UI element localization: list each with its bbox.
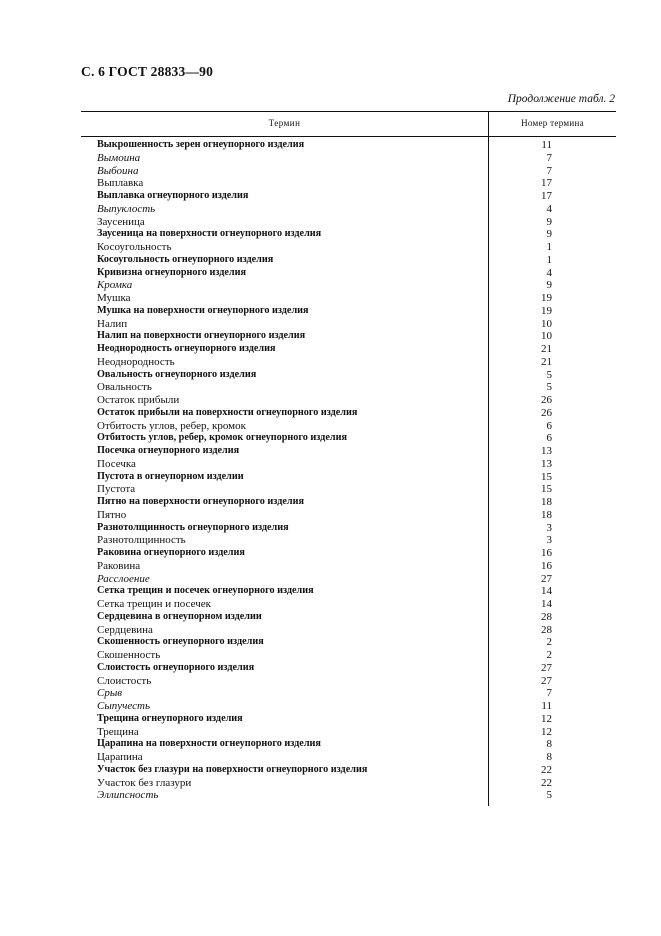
term-number-cell: 11 xyxy=(541,139,552,151)
term-cell: Сыпучесть xyxy=(97,700,150,712)
term-number-cell: 9 xyxy=(546,228,552,241)
table-row xyxy=(97,267,557,280)
term-number-cell: 2 xyxy=(546,649,552,661)
table-row xyxy=(97,560,557,573)
term-cell: Выкрошенность зерен огнеупорного изделия xyxy=(97,139,305,150)
term-cell: Налип на поверхности огнеупорного изделия xyxy=(97,330,306,342)
table-row xyxy=(97,573,557,586)
term-number-cell: 6 xyxy=(546,432,552,445)
table-row xyxy=(97,700,557,713)
term-number-cell: 3 xyxy=(546,534,552,547)
term-cell: Сетка трещин и посечек xyxy=(97,598,211,610)
table-row xyxy=(97,509,557,522)
term-number-cell: 18 xyxy=(541,496,552,508)
term-number-cell: 7 xyxy=(546,151,552,164)
term-cell: Кривизна огнеупорного изделия xyxy=(97,266,247,278)
table-row xyxy=(97,687,557,700)
page-header: С. 6 ГОСТ 28833—90 xyxy=(81,64,214,79)
table-row xyxy=(97,292,557,305)
term-cell: Сердцевина xyxy=(97,623,153,636)
term-number-cell: 5 xyxy=(546,789,552,802)
term-number-cell: 22 xyxy=(541,763,552,776)
term-number-cell: 4 xyxy=(546,266,552,279)
table-header-rule xyxy=(81,136,616,137)
term-cell: Пятно xyxy=(97,508,127,521)
term-cell: Косоугольность xyxy=(97,241,172,253)
term-cell: Вымоина xyxy=(97,151,141,164)
table-row xyxy=(97,585,557,598)
term-number-cell: 15 xyxy=(541,470,552,483)
term-cell: Овальность xyxy=(97,381,152,394)
table-row xyxy=(97,177,557,190)
table-row xyxy=(97,598,557,611)
term-number-cell: 9 xyxy=(546,279,552,292)
column-header-term: Термин xyxy=(268,118,301,128)
term-cell: Эллипсность xyxy=(97,789,159,802)
column-header-number: Номер термина xyxy=(521,118,584,128)
term-number-cell: 12 xyxy=(541,725,552,738)
table-row xyxy=(97,471,557,484)
table-row xyxy=(97,611,557,624)
term-cell: Мушка xyxy=(97,292,131,304)
term-cell: Сетка трещин и посечек огнеупорного изделия xyxy=(97,585,314,597)
term-number-cell: 13 xyxy=(541,457,552,470)
term-cell: Скошенность огнеупорного изделия xyxy=(97,636,264,648)
table-row xyxy=(97,330,557,343)
term-cell: Заусеница xyxy=(97,215,145,228)
table-row xyxy=(97,432,557,445)
term-number-cell: 1 xyxy=(546,241,552,253)
term-cell: Выплавка огнеупорного изделия xyxy=(97,190,249,201)
term-number-cell: 8 xyxy=(546,738,552,751)
table-row xyxy=(97,152,557,165)
term-number-cell: 1 xyxy=(546,253,552,266)
term-number-cell: 10 xyxy=(541,330,552,343)
table-row xyxy=(97,165,557,178)
term-number-cell: 17 xyxy=(541,190,552,202)
term-cell: Заусеница на поверхности огнеупорного изделия xyxy=(97,228,322,240)
table-row xyxy=(97,241,557,254)
table-row xyxy=(97,445,557,458)
table-row xyxy=(97,777,557,790)
term-cell: Царапина на поверхности огнеупорного изделия xyxy=(97,738,321,750)
term-cell: Сердцевина в огнеупорном изделии xyxy=(97,610,262,622)
term-number-cell: 9 xyxy=(546,215,552,228)
table-row xyxy=(97,713,557,726)
term-cell: Разнотолщинность огнеупорного изделия xyxy=(97,521,289,533)
term-cell: Выпуклость xyxy=(97,202,156,215)
term-number-cell: 7 xyxy=(546,687,552,700)
table-row xyxy=(97,343,557,356)
term-cell: Остаток прибыли на поверхности огнеупорного изделия xyxy=(97,406,358,418)
term-cell: Овальность огнеупорного изделия xyxy=(97,368,257,380)
term-number-cell: 28 xyxy=(541,623,552,636)
table-row xyxy=(97,190,557,203)
term-cell: Посечка xyxy=(97,457,136,470)
term-number-cell: 19 xyxy=(541,304,552,317)
table-row xyxy=(97,279,557,292)
table-row xyxy=(97,305,557,318)
table-row xyxy=(97,675,557,688)
term-cell: Косоугольность огнеупорного изделия xyxy=(97,253,274,265)
table-row xyxy=(97,420,557,433)
table-caption: Продолжение табл. 2 xyxy=(507,93,615,105)
term-number-cell: 26 xyxy=(541,394,552,406)
term-number-cell: 5 xyxy=(546,368,552,381)
term-number-cell: 10 xyxy=(541,317,552,330)
term-cell: Трещина огнеупорного изделия xyxy=(97,712,243,724)
term-cell: Трещина xyxy=(97,725,139,738)
table-row xyxy=(97,483,557,496)
term-cell: Пятно на поверхности огнеупорного изделия xyxy=(97,496,304,507)
term-number-cell: 27 xyxy=(541,661,552,674)
table-row xyxy=(97,381,557,394)
term-cell: Пустота в огнеупорном изделии xyxy=(97,470,244,482)
table-row xyxy=(97,318,557,331)
term-number-cell: 6 xyxy=(546,419,552,432)
table-row xyxy=(97,356,557,369)
term-number-cell: 2 xyxy=(546,636,552,649)
term-cell: Скошенность xyxy=(97,649,161,661)
table-row xyxy=(97,764,557,777)
table-row xyxy=(97,496,557,509)
term-number-cell: 4 xyxy=(546,202,552,215)
term-cell: Отбитость углов, ребер, кромок огнеупорного изделия xyxy=(97,432,347,444)
term-number-cell: 26 xyxy=(541,406,552,419)
term-cell: Выплавка xyxy=(97,177,144,190)
term-cell: Неоднородность огнеупорного изделия xyxy=(97,343,276,354)
term-number-cell: 14 xyxy=(541,585,552,598)
term-number-cell: 21 xyxy=(541,355,552,368)
term-cell: Налип xyxy=(97,317,128,330)
term-cell: Слоистость xyxy=(97,674,152,687)
term-cell: Пустота xyxy=(97,483,136,496)
table-row xyxy=(97,522,557,535)
table-row xyxy=(97,662,557,675)
term-cell: Посечка огнеупорного изделия xyxy=(97,445,240,456)
table-row xyxy=(97,369,557,382)
term-number-cell: 3 xyxy=(546,521,552,534)
table-row xyxy=(97,228,557,241)
table-row xyxy=(97,407,557,420)
term-cell: Раковина xyxy=(97,559,141,572)
term-number-cell: 14 xyxy=(541,598,552,610)
term-number-cell: 12 xyxy=(541,712,552,725)
term-cell: Разнотолщинность xyxy=(97,534,186,547)
term-number-cell: 28 xyxy=(541,610,552,623)
term-number-cell: 16 xyxy=(541,559,552,572)
term-number-cell: 27 xyxy=(541,674,552,687)
term-number-cell: 21 xyxy=(541,343,552,355)
term-cell: Царапина xyxy=(97,751,143,763)
term-cell: Слоистость огнеупорного изделия xyxy=(97,661,255,673)
term-number-cell: 16 xyxy=(541,547,552,559)
terms-table-body xyxy=(97,139,557,802)
table-row xyxy=(97,534,557,547)
table-row xyxy=(97,458,557,471)
term-cell: Мушка на поверхности огнеупорного изделия xyxy=(97,304,309,316)
table-row xyxy=(97,394,557,407)
table-row xyxy=(97,789,557,802)
term-cell: Кромка xyxy=(97,279,133,292)
term-number-cell: 22 xyxy=(541,776,552,789)
table-row xyxy=(97,547,557,560)
term-cell: Участок без глазури xyxy=(97,776,192,789)
term-cell: Расслоение xyxy=(97,572,150,585)
term-cell: Отбитость углов, ребер, кромок xyxy=(97,419,246,432)
table-row xyxy=(97,649,557,662)
term-number-cell: 13 xyxy=(541,445,552,457)
term-number-cell: 17 xyxy=(541,177,552,190)
term-cell: Срыв xyxy=(97,687,123,700)
table-row xyxy=(97,726,557,739)
table-top-rule xyxy=(81,111,616,112)
term-number-cell: 5 xyxy=(546,381,552,394)
term-number-cell: 11 xyxy=(541,700,552,712)
table-row xyxy=(97,738,557,751)
table-row xyxy=(97,624,557,637)
term-number-cell: 15 xyxy=(541,483,552,496)
table-row xyxy=(97,216,557,229)
term-cell: Остаток прибыли xyxy=(97,394,180,406)
table-row xyxy=(97,203,557,216)
term-number-cell: 18 xyxy=(541,508,552,521)
table-row xyxy=(97,751,557,764)
term-number-cell: 19 xyxy=(541,292,552,304)
term-number-cell: 27 xyxy=(541,572,552,585)
table-row xyxy=(97,254,557,267)
term-cell: Неоднородность xyxy=(97,355,175,368)
term-number-cell: 7 xyxy=(546,164,552,177)
term-number-cell: 8 xyxy=(546,751,552,763)
table-row xyxy=(97,636,557,649)
table-row xyxy=(97,139,557,152)
term-cell: Раковина огнеупорного изделия xyxy=(97,547,245,558)
term-cell: Выбоина xyxy=(97,164,139,177)
term-cell: Участок без глазури на поверхности огнеупорного изделия xyxy=(97,763,368,775)
